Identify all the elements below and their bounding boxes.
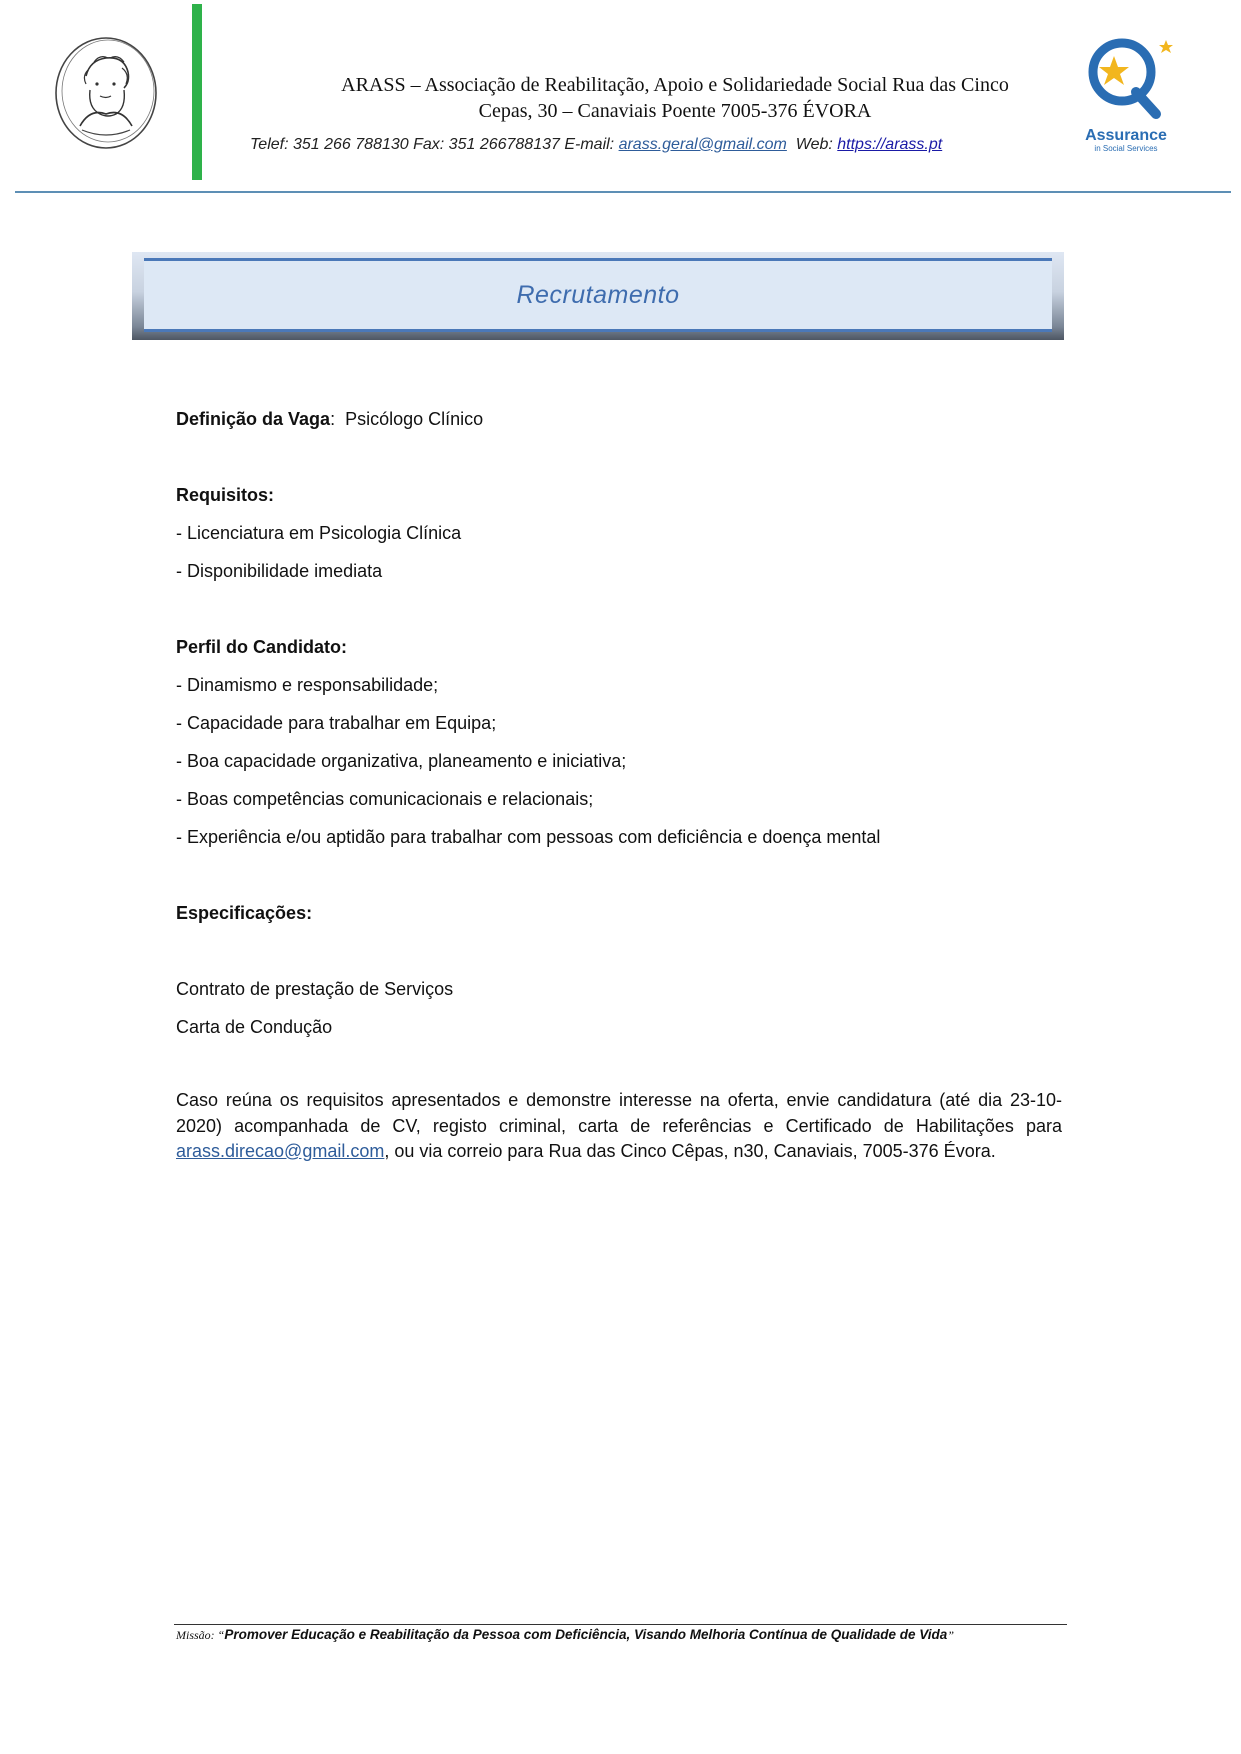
application-instructions [176,1088,1062,1165]
footer-mission [176,1627,1076,1643]
job-definition [176,404,1062,442]
assurance-sublabel: in Social Services [1094,144,1158,153]
application-email-link[interactable]: arass.direcao@gmail.com [176,1141,385,1161]
mission-close-quote: ” [947,1628,954,1642]
organization-address [240,72,1110,124]
list-item: - Boa capacidade organizativa, planeamento e iniciativa; [176,751,627,771]
job-definition-value: Psicólogo Clínico [345,409,484,429]
specs-heading: Especificações: [176,903,313,923]
header-accent-bar [192,4,202,180]
website-link[interactable]: https://arass.pt [837,136,943,153]
footer-divider [174,1624,1067,1625]
list-item: Contrato de prestação de Serviços [176,979,454,999]
org-line-2: Cepas, 30 – Canaviais Poente 7005-376 ÉVORA [478,100,872,122]
web-label: Web: [786,136,838,153]
small-star-icon [1159,40,1173,53]
job-posting [176,404,1062,1165]
mission-label: Missão: “ [176,1628,225,1642]
list-item: Carta de Condução [176,1017,333,1037]
job-definition-label: Definição da Vaga [176,409,331,429]
contact-phones: Telef: 351 266 788130 Fax: 351 266788137 E-mail: [250,136,619,153]
list-item: - Licenciatura em Psicologia Clínica [176,523,462,543]
assurance-label: Assurance [1085,127,1167,144]
list-item: - Boas competências comunicacionais e relacionais; [176,789,594,809]
job-definition-sep: : [330,409,346,429]
star-icon [1099,56,1129,85]
title-banner [132,252,1064,340]
list-item: - Dinamismo e responsabilidade; [176,675,439,695]
application-text: Caso reúna os requisitos apresentados e demonstre interesse na oferta, envie candidatura (até dia 23-10-2020) acompanhada de CV, registo criminal, carta de referências e Certificado de Habilitações para [176,1090,1062,1136]
list-item: - Disponibilidade imediata [176,561,383,581]
profile-heading: Perfil do Candidato: [176,637,347,657]
quality-assurance-logo [1078,36,1178,156]
page-title: Recrutamento [516,280,680,309]
list-item: - Experiência e/ou aptidão para trabalhar com pessoas com deficiência e doença mental [176,827,881,847]
arass-logo [50,30,162,160]
title-banner-inner [144,258,1052,332]
list-item: - Capacidade para trabalhar em Equipa; [176,713,497,733]
header-divider [15,191,1231,193]
email-link[interactable]: arass.geral@gmail.com [618,136,787,153]
org-line-1: ARASS – Associação de Reabilitação, Apoio e Solidariedade Social Rua das Cinco [341,74,1009,96]
mission-text: Promover Educação e Reabilitação da Pessoa com Deficiência, Visando Melhoria Contínua de Qualidade de Vida [224,1627,948,1642]
requirements-heading: Requisitos: [176,485,275,505]
contact-line [250,136,1100,154]
application-address: , ou via correio para Rua das Cinco Cêpas, n30, Canaviais, 7005-376 Évora. [384,1141,996,1161]
